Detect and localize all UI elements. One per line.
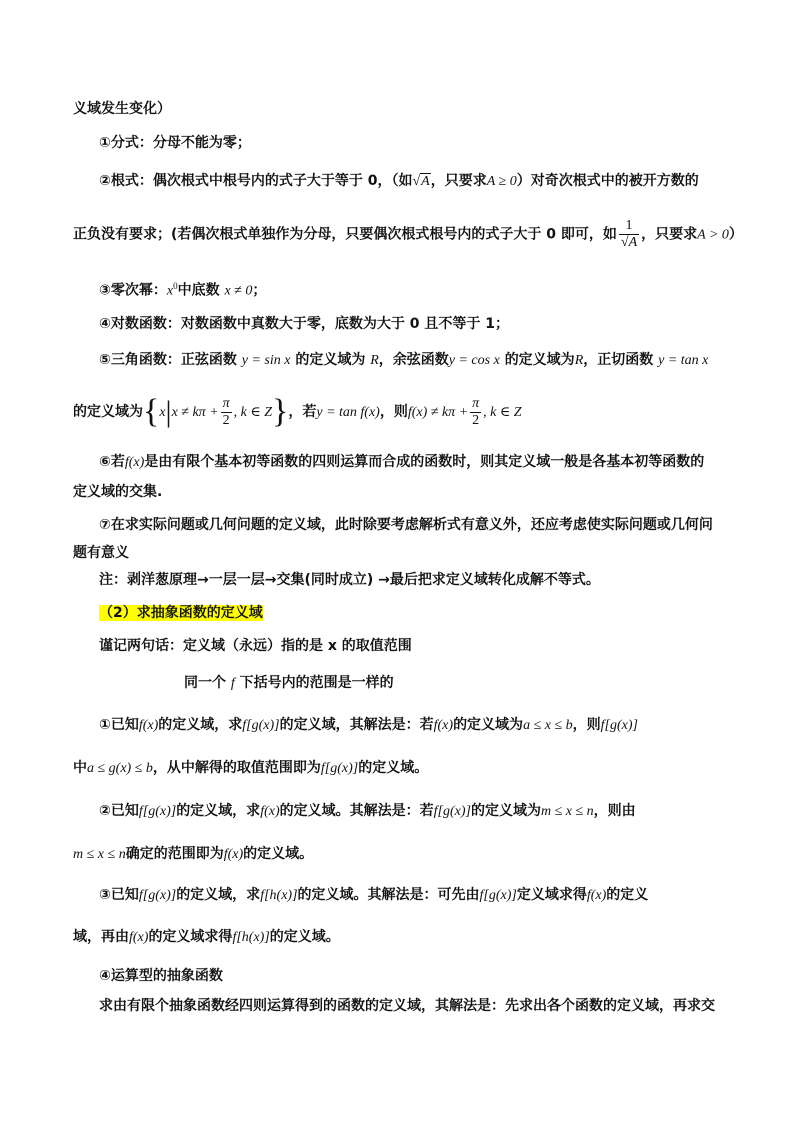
text-line <box>99 885 648 906</box>
math-expression: f[g(x)] <box>600 718 638 733</box>
exponent: 0 <box>173 281 178 291</box>
text-line <box>99 314 509 334</box>
text-span: ，只要求 <box>430 173 487 189</box>
text-span: 的定义域为 <box>295 352 366 368</box>
text-line <box>99 996 715 1016</box>
text-span: 中 <box>73 760 87 776</box>
text-span: ）对奇次根式中的被开方数的 <box>516 173 699 189</box>
text-line <box>99 966 223 986</box>
text-line <box>73 927 340 948</box>
text-span: ，从中解得的取值范围即为 <box>152 760 321 776</box>
text-span: 的定义域。 <box>243 846 314 862</box>
text-span: 中底数 <box>177 282 220 299</box>
text-line <box>73 482 162 502</box>
text-line <box>73 99 171 119</box>
text-line <box>73 390 522 434</box>
math-expression: f(x) <box>129 930 149 945</box>
math-expression: f(x) ≠ kπ + <box>407 405 469 420</box>
fraction <box>221 396 232 429</box>
math-expression: y = tan x <box>658 353 709 368</box>
text-span: ） <box>728 226 743 243</box>
section-heading <box>99 603 263 623</box>
math-expression: x ≠ kπ + <box>171 405 219 420</box>
text-span: 是由有限个基本初等函数的四则运算而合成的函数时，则其定义域一般是各基本初等函数的 <box>144 454 705 470</box>
math-expression: f(x) <box>586 888 607 903</box>
set-bar: | <box>165 395 172 428</box>
text-span: ，只要求 <box>641 226 698 243</box>
math-expression: x <box>166 283 174 299</box>
math-expression: x ≠ 0 <box>224 283 253 299</box>
text-line <box>184 673 394 694</box>
text-span: 的定义域，求 <box>176 803 261 819</box>
text-line <box>99 276 266 302</box>
right-brace: } <box>272 393 289 430</box>
text-line <box>99 133 251 153</box>
text-line <box>73 218 743 251</box>
math-expression: f(x) <box>223 847 244 862</box>
math-expression: f[g(x)] <box>242 718 280 733</box>
text-span: 的定义域，其解法是：若 <box>279 717 434 733</box>
denominator: √A <box>620 235 638 250</box>
text-span: ③已知 <box>99 887 139 903</box>
math-expression: R <box>574 353 584 368</box>
fraction <box>619 218 639 251</box>
math-expression: m ≤ x ≤ n <box>73 847 126 862</box>
text-span: 的定义域。其解法是：若 <box>279 803 434 819</box>
text-span: 正负没有要求；(若偶次根式单独作为分母，只要偶次根式根号内的式子大于 0 即可，如 <box>73 226 617 243</box>
text-span: ⑦在求实际问题或几何问题的定义域，此时除要考虑解析式有意义外，还应考虑使实际问题或几何问 <box>99 517 713 533</box>
text-span: ④对数函数：对数函数中真数大于零，底数为大于 0 且不等于 1； <box>99 316 509 332</box>
text-line <box>73 543 129 563</box>
math-expression: m ≤ x ≤ n <box>540 804 594 819</box>
text-span: 域，再由 <box>73 929 129 945</box>
numerator: π <box>472 395 480 411</box>
text-span: 的定义域为 <box>504 352 575 368</box>
math-expression: f[h(x)] <box>232 930 270 945</box>
fraction <box>470 396 481 429</box>
left-brace: { <box>143 393 160 430</box>
text-span: ②根式：偶次根式中根号内的式子大于等于 0，（如 <box>99 173 413 189</box>
text-span: ⑥若 <box>99 454 125 470</box>
text-line <box>99 715 638 736</box>
math-expression: , k ∈ Z <box>233 405 273 420</box>
text-span: 同一个 <box>184 675 226 691</box>
text-span: ； <box>252 282 267 299</box>
text-span: ③零次幂： <box>99 282 167 299</box>
math-expression: a ≤ g(x) ≤ b <box>87 761 153 776</box>
text-span: ，则 <box>572 717 601 733</box>
math-expression: f[h(x)] <box>260 888 298 903</box>
text-span: 的定义域。 <box>269 929 340 945</box>
math-expression: f[g(x)] <box>138 804 177 819</box>
text-span: 的定义域为 <box>470 803 541 819</box>
text-span: 的定义域，求 <box>176 887 261 903</box>
text-span: 定义域求得 <box>516 887 587 903</box>
math-expression: f <box>230 676 235 691</box>
text-span: 的定义域，求 <box>158 717 243 733</box>
section-heading-text: （2）求抽象函数的定义域 <box>99 605 263 621</box>
text-line <box>99 570 600 590</box>
text-line <box>99 636 412 656</box>
text-line <box>99 515 713 535</box>
math-expression: f[g(x)] <box>320 761 359 776</box>
math-expression: y = cos x <box>448 353 500 368</box>
math-expression: f[g(x)] <box>433 804 471 819</box>
text-span: 的定义域为 <box>73 404 143 420</box>
text-span: ②已知 <box>99 803 139 819</box>
math-expression: x <box>159 405 166 420</box>
text-span: 下括号内的范围是一样的 <box>239 675 394 691</box>
text-span: 谨记两句话：定义域（永远）指的是 x 的取值范围 <box>99 638 412 654</box>
text-span: ，若 <box>288 404 317 420</box>
math-expression: y = tan f(x) <box>316 405 380 420</box>
text-span: ，正切函数 <box>583 352 654 368</box>
numerator: π <box>222 395 230 411</box>
text-span: 的定义域为 <box>453 717 524 733</box>
text-span: ①已知 <box>99 717 139 733</box>
math-expression: f(x) <box>260 804 280 819</box>
denominator: 2 <box>222 412 230 428</box>
text-line <box>99 452 704 473</box>
text-span: ，则 <box>379 404 408 420</box>
text-span: 的定义 <box>606 887 649 903</box>
math-expression: f[g(x)] <box>138 888 177 903</box>
text-span: 确定的范围即为 <box>125 846 224 862</box>
text-span: 注：剥洋葱原理→一层一层→交集(同时成立) →最后把求定义域转化成解不等式。 <box>99 572 600 588</box>
math-expression: A ≥ 0 <box>486 174 517 189</box>
text-span: 定义域的交集. <box>73 484 163 500</box>
math-expression: , k ∈ Z <box>483 405 522 420</box>
text-span: 义域发生变化） <box>73 101 171 117</box>
text-span: 求由有限个抽象函数经四则运算得到的函数的定义域，其解法是：先求出各个函数的定义域，再求交 <box>99 998 715 1014</box>
text-span: 的定义域求得 <box>148 929 233 945</box>
text-span: ，余弦函数 <box>378 352 449 368</box>
math-expression: y = sin x <box>241 353 291 368</box>
math-expression: A > 0 <box>697 227 729 243</box>
text-line <box>73 758 428 779</box>
math-expression: f(x) <box>433 718 454 733</box>
radicand: A <box>421 174 430 189</box>
text-span: 的定义域。 <box>358 760 429 776</box>
text-span: 的定义域。其解法是：可先由 <box>297 887 480 903</box>
text-span: ①分式：分母不能为零； <box>99 135 251 151</box>
text-span: ，则由 <box>593 803 636 819</box>
math-expression: R <box>370 353 379 368</box>
math-expression: f(x) <box>138 718 159 733</box>
text-line <box>99 171 699 192</box>
math-expression: a ≤ x ≤ b <box>523 718 573 733</box>
text-line <box>73 844 313 865</box>
text-line <box>99 350 708 371</box>
text-line <box>99 801 636 822</box>
denominator: 2 <box>472 412 480 428</box>
math-expression: f[g(x)] <box>479 888 517 903</box>
text-span: ④运算型的抽象函数 <box>99 968 223 984</box>
numerator: 1 <box>619 218 639 235</box>
sqrt-expression: √A <box>412 174 430 189</box>
text-span: 题有意义 <box>73 545 129 561</box>
math-expression: f(x) <box>124 455 145 470</box>
text-span: ⑤三角函数：正弦函数 <box>99 352 237 368</box>
